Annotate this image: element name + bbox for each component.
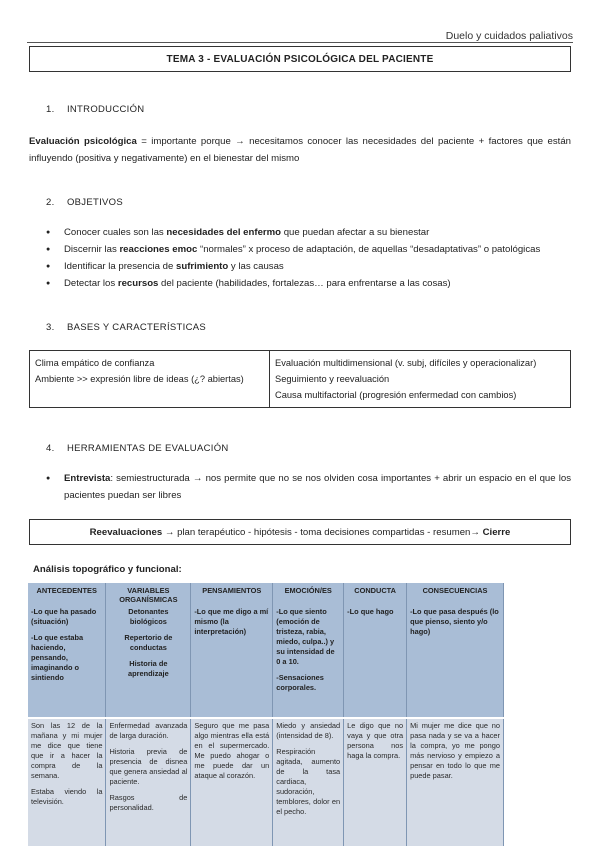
list-item: ● Detectar los recursos del paciente (habilidades, fortalezas… para enfrentarse a las cosas) [46,275,571,292]
table-cell: Seguro que me pasa algo mientras ella está en el supermercado. Me puedo ahogar o me puede dar un ataque al corazón. [191,718,273,846]
section-heading-objetivos [46,197,123,208]
table-cell: Detonantes biológicos Repertorio de conductas Historia de aprendizaje [106,605,191,718]
reevaluaciones-end: Cierre [482,526,511,538]
reevaluaciones-term: Reevaluaciones [89,526,163,538]
column-header: EMOCIÓN/ES [273,583,344,605]
list-item: ● Conocer cuales son las necesidades del enfermo que puedan afectar a su bienestar [46,224,571,241]
analisis-title: Análisis topográfico y funcional: [33,564,182,575]
entrevista-term: Entrevista [64,473,111,484]
column-header: VARIABLES ORGANÍSMICAS [106,583,191,605]
reevaluaciones-box [29,519,571,545]
objectives-list [46,224,571,292]
table-cell: -Lo que me digo a mí mismo (la interpretación) [191,605,273,718]
section-title: HERRAMIENTAS DE EVALUACIÓN [66,443,229,454]
table-cell: Le digo que no vaya y que otra persona nos haga la compra. [344,718,407,846]
column-header: CONDUCTA [344,583,407,605]
section-number: 3. [46,322,55,333]
section-heading-introduccion [46,104,144,115]
intro-text: = importante porque → necesitamos conocer las necesidades del paciente + factores que están influyendo (positiva y negativamente) en el bienestar del mismo [29,136,571,164]
section-number: 4. [46,443,55,454]
table-cell: -Lo que siento (emoción de tristeza, rabia, miedo, culpa..) y su intensidad de 0 a 10. -Sensaciones corporales. [273,605,344,718]
header-divider [27,42,573,43]
table-cell: Son las 12 de la mañana y mi mujer me dice que tiene que ir a hacer la compra de la semana. Estaba viendo la televisión. [28,718,106,846]
analisis-table [28,583,504,846]
course-header: Duelo y cuidados paliativos [445,30,573,42]
list-item: ● Discernir las reacciones emoc “normales” x proceso de adaptación, de aquellas “desadaptativas” o patológicas [46,241,571,258]
column-header: PENSAMIENTOS [191,583,273,605]
table-cell: -Lo que pasa después (lo que pienso, siento y/o hago) [407,605,504,718]
entrevista-text: : semiestructurada → nos permite que no se nos olviden cosa importantes + abrir un espacio en el que los pacientes puedan ser libres [64,473,571,501]
intro-term: Evaluación psicológica [29,136,137,147]
bases-item: Ambiente >> expresión libre de ideas (¿? abiertas) [35,374,244,384]
page-title: TEMA 3 - EVALUACIÓN PSICOLÓGICA DEL PACIENTE [29,46,571,72]
section-title: BASES Y CARACTERÍSTICAS [66,322,207,333]
bases-right-column [270,351,570,407]
section-title: OBJETIVOS [66,197,123,208]
column-header: ANTECEDENTES [28,583,106,605]
bases-item: Evaluación multidimensional (v. subj, difíciles y operacionalizar) [275,358,537,368]
table-cell: Mi mujer me dice que no pasa nada y se va a hacer la compra, yo me pongo más nervioso y empiezo a pensar en todo lo que me puede pasar. [407,718,504,846]
table-cell: -Lo que ha pasado (situación) -Lo que estaba haciendo, pensando, imaginando o sintiendo [28,605,106,718]
bases-table [29,350,571,408]
table-row [28,605,504,718]
table-cell: Enfermedad avanzada de larga duración. Historia previa de presencia de disnea que genera ansiedad al paciente. Rasgos de personalidad. [106,718,191,846]
section-heading-bases [46,322,206,333]
column-header: CONSECUENCIAS [407,583,504,605]
section-number: 1. [46,104,55,115]
intro-paragraph [29,133,571,167]
list-item: ● Identificar la presencia de sufrimiento y las causas [46,258,571,275]
bases-item: Clima empático de confianza [35,358,155,368]
table-row [28,718,504,846]
table-header-row [28,583,504,605]
table-cell: -Lo que hago [344,605,407,718]
section-title: INTRODUCCIÓN [66,104,145,115]
bases-item: Causa multifactorial (progresión enfermedad con cambios) [275,390,517,400]
entrevista-item [46,470,571,504]
reevaluaciones-text: → plan terapéutico - hipótesis - toma decisiones compartidas - resumen→ [162,526,483,538]
bases-left-column [30,351,270,407]
bases-item: Seguimiento y reevaluación [275,374,390,384]
section-heading-herramientas [46,443,229,454]
table-cell: Miedo y ansiedad (intensidad de 8). Respiración agitada, aumento de la tasa cardiaca, sudoración, temblores, dolor en el pecho. [273,718,344,846]
section-number: 2. [46,197,55,208]
